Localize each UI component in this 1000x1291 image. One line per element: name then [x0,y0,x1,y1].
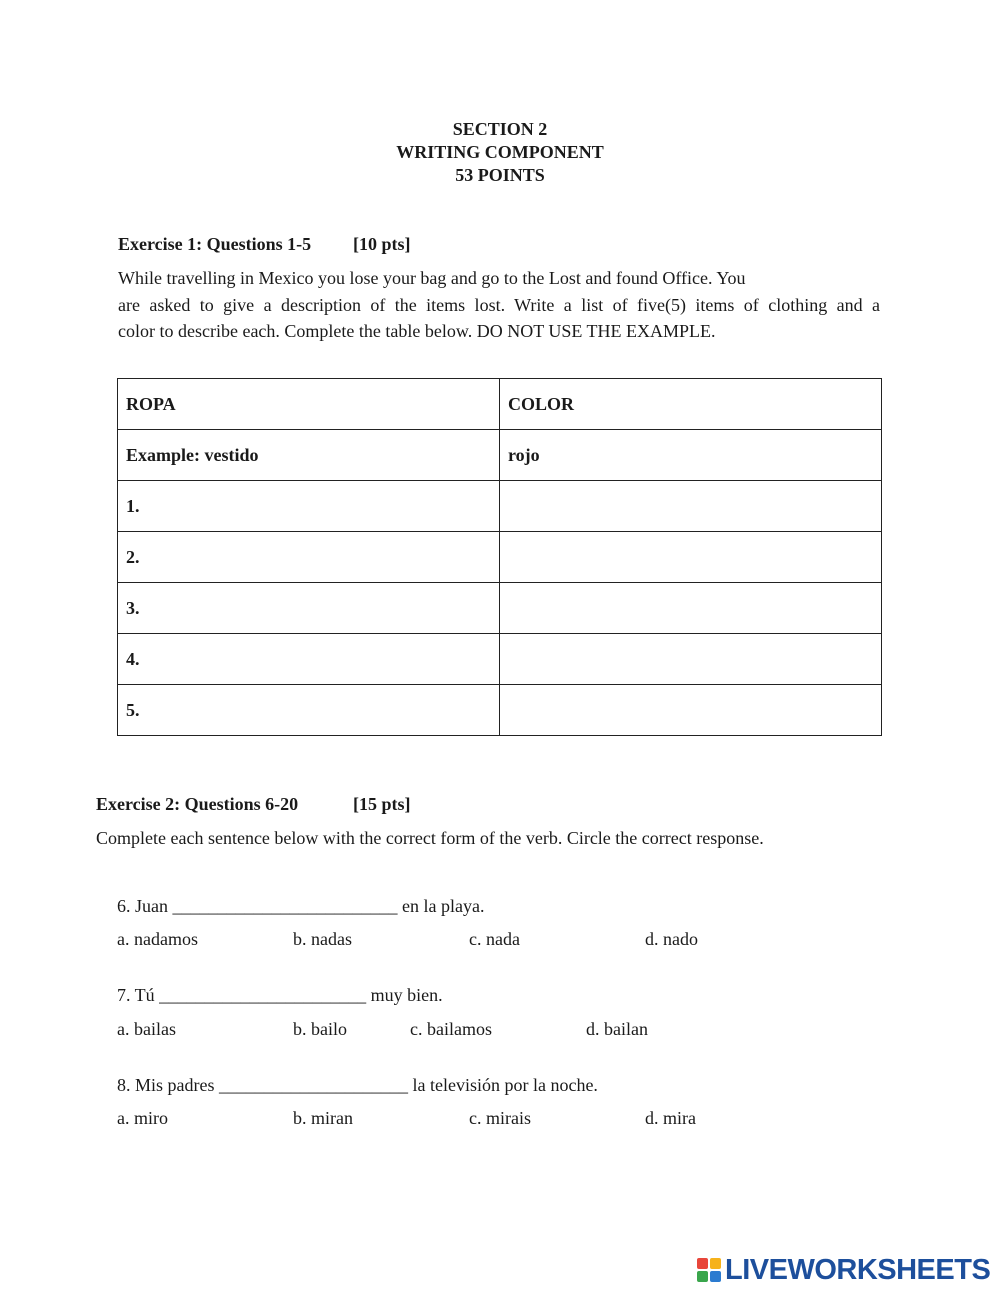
question-7-option-c[interactable]: c. bailamos [410,1019,492,1039]
question-7-prompt: 7. Tú _______________________ muy bien. [117,985,443,1005]
question-6-option-c[interactable]: c. nada [469,929,520,949]
table-cell-ropa: 3. [118,583,500,634]
question-7-option-a[interactable]: a. bailas [117,1019,176,1039]
section-points: 53 POINTS [455,165,545,185]
exercise1-title-text: Exercise 1: Questions 1-5 [118,234,312,254]
logo-text: LIVEWORKSHEETS [725,1254,991,1286]
liveworksheets-logo [697,1254,990,1286]
table-cell-ropa: 1. [118,481,500,532]
question-8-option-c[interactable]: c. mirais [469,1108,531,1128]
table-cell-color-answer[interactable] [500,634,882,685]
table-row [118,583,882,634]
question-8-option-a[interactable]: a. miro [117,1108,168,1128]
question-6-option-a[interactable]: a. nadamos [117,929,198,949]
table-row [118,481,882,532]
logo-block [710,1271,721,1282]
exercise1-title [118,234,411,255]
logo-block [697,1258,708,1269]
exercise1-instructions [118,265,880,345]
exercise2-title-text: Exercise 2: Questions 6-20 [96,794,299,814]
clothing-table [117,378,882,736]
table-cell-color-answer[interactable] [500,532,882,583]
section-header [0,118,1000,187]
table-row-example [118,430,882,481]
table-cell-ropa: Example: vestido [118,430,500,481]
logo-block [697,1271,708,1282]
exercise1-instructions-line: While travelling in Mexico you lose your bag and go to the Lost and found Office. You [118,268,746,288]
question-8-option-b[interactable]: b. miran [293,1108,353,1128]
exercise2-points: [15 pts] [353,794,411,814]
logo-blocks-icon [697,1258,721,1282]
table-cell-ropa: 2. [118,532,500,583]
exercise1-points: [10 pts] [353,234,411,254]
table-header-row [118,379,882,430]
table-header-color: COLOR [500,379,882,430]
question-7-option-d[interactable]: d. bailan [586,1019,648,1039]
question-8-prompt: 8. Mis padres _____________________ la televisión por la noche. [117,1075,598,1095]
question-6-option-b[interactable]: b. nadas [293,929,352,949]
table-row [118,685,882,736]
exercise1-instructions-line: color to describe each. Complete the table below. DO NOT USE THE EXAMPLE. [118,321,716,341]
table-cell-ropa: 4. [118,634,500,685]
question-6-option-d[interactable]: d. nado [645,929,698,949]
section-title: WRITING COMPONENT [396,142,604,162]
exercise2-title [96,794,411,815]
table-header-ropa: ROPA [118,379,500,430]
logo-block [710,1258,721,1269]
question-8-option-d[interactable]: d. mira [645,1108,696,1128]
exercise1-instructions-line: are asked to give a description of the items lost. Write a list of five(5) items of clothing and a [118,294,880,315]
table-cell-color: rojo [500,430,882,481]
table-cell-ropa: 5. [118,685,500,736]
table-row [118,634,882,685]
table-cell-color-answer[interactable] [500,583,882,634]
question-7-option-b[interactable]: b. bailo [293,1019,347,1039]
table-cell-color-answer[interactable] [500,481,882,532]
section-number: SECTION 2 [452,119,548,139]
exercise2-instructions-line: Complete each sentence below with the correct form of the verb. Circle the correct response. [96,828,764,848]
table-cell-color-answer[interactable] [500,685,882,736]
table-row [118,532,882,583]
question-6-prompt: 6. Juan _________________________ en la playa. [117,896,485,916]
exercise2-instructions [96,825,764,852]
